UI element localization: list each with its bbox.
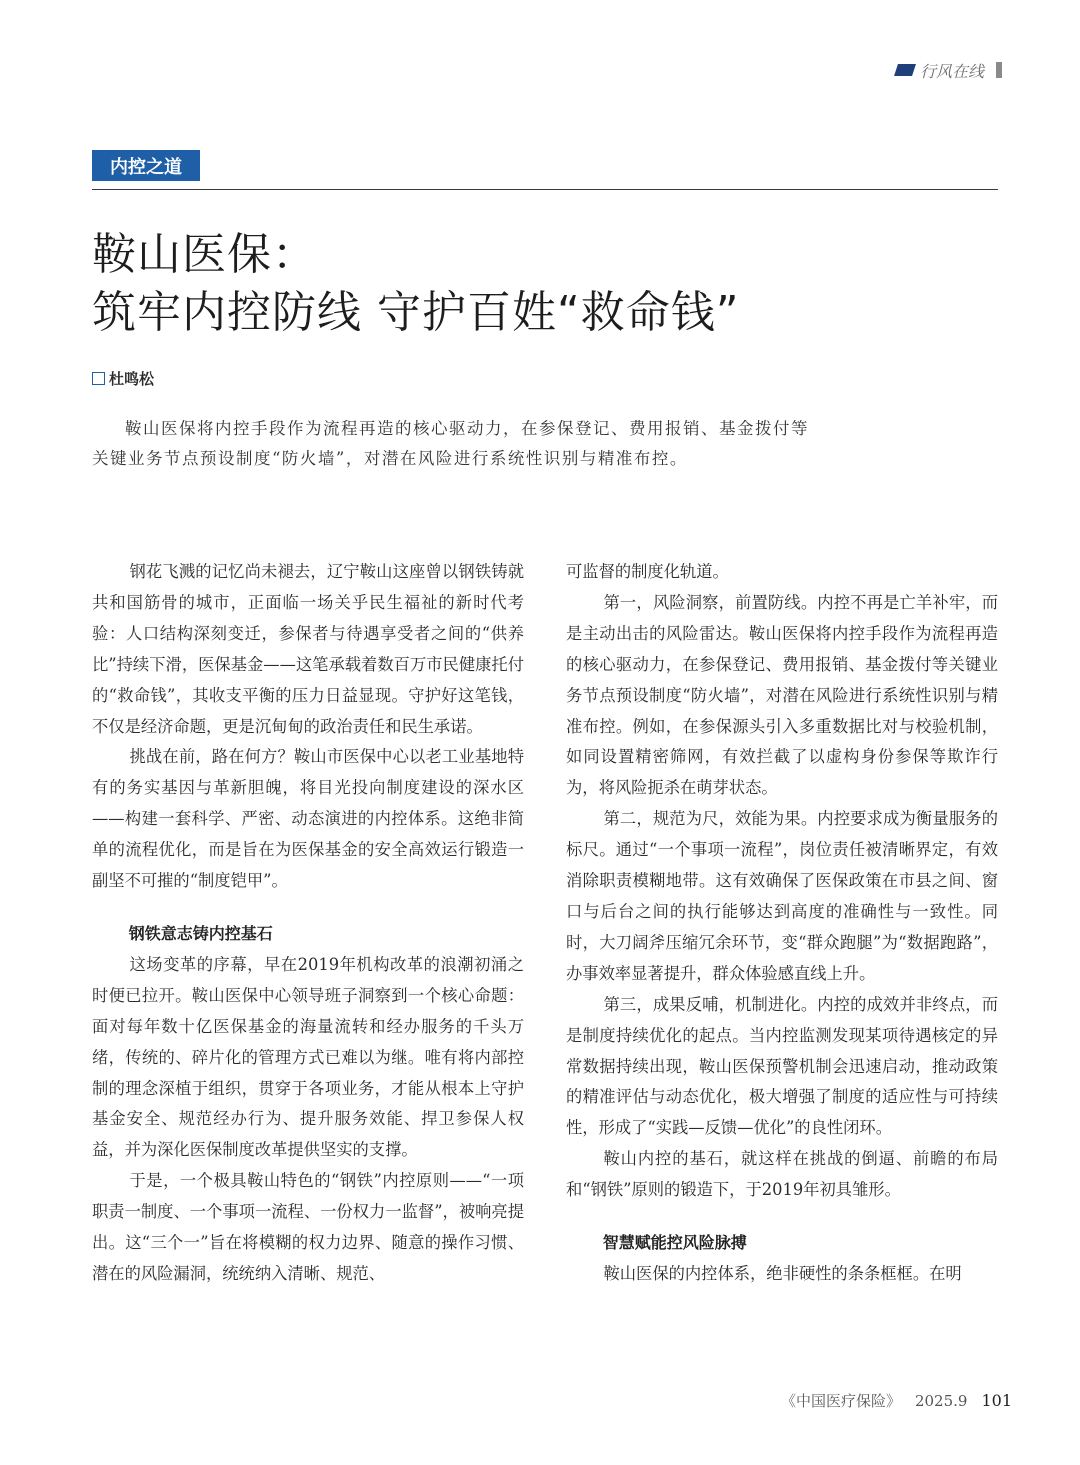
section-divider xyxy=(92,189,998,190)
paragraph: 钢花飞溅的记忆尚未褪去，辽宁鞍山这座曾以钢铁铸就共和国筋骨的城市，正面临一场关乎民生福祉的新时代考验：人口结构深刻变迁，参保者与待遇享受者之间的“供养比”持续下滑，医保基金——这笔承载着数百万市民健康托付的“救命钱”，其收支平衡的压力日益显现。守护好这笔钱，不仅是经济命题，更是沉甸甸的政治责任和民生承诺。 xyxy=(92,562,524,736)
title-line-1: 鞍山医保： xyxy=(92,229,317,280)
paragraph: 第三，成果反哺，机制进化。内控的成效并非终点，而是制度持续优化的起点。当内控监测发现某项待遇核定的异常数据持续出现，鞍山医保预警机制会迅速启动，推动政策的精准评估与动态优化，极大增强了制度的适应性与可持续性，形成了“实践—反馈—优化”的良性闭环。 xyxy=(566,994,998,1138)
issue-number: 2025.9 xyxy=(914,1392,968,1410)
paragraph: 于是，一个极具鞍山特色的“钢铁”内控原则——“一项职责一制度、一个事项一流程、一份权力一监督”，被响亮提出。这“三个一”旨在将模糊的权力边界、随意的操作习惯、潜在的风险漏洞，统统纳入清晰、规范、 xyxy=(92,1171,524,1283)
column-header xyxy=(896,58,1002,82)
paragraph: 第二，规范为尺，效能为果。内控要求成为衡量服务的标尺。通过“一个事项一流程”，岗位责任被清晰界定，有效消除职责模糊地带。这有效确保了医保政策在市县之间、窗口与后台之间的执行能够达到高度的准确性与一致性。同时，大刀阔斧压缩冗余环节，变“群众跑腿”为“数据跑路”，办事效率显著提升，群众体验感直线上升。 xyxy=(566,809,998,983)
page-number: 101 xyxy=(981,1391,1012,1410)
page-footer xyxy=(781,1390,1012,1411)
paragraph: 可监督的制度化轨道。 xyxy=(566,562,729,581)
abstract-line-2: 关键业务节点预设制度“防火墙”，对潜在风险进行系统性识别与精准布控。 xyxy=(92,449,688,468)
author-byline xyxy=(92,368,154,389)
section-label: 内控之道 xyxy=(92,150,200,181)
subheading: 钢铁意志铸内控基石 xyxy=(128,923,273,943)
article-title xyxy=(92,226,740,342)
abstract-line-1: 鞍山医保将内控手段作为流程再造的核心驱动力，在参保登记、费用报销、基金拨付等 xyxy=(125,419,809,438)
journal-name: 《中国医疗保险》 xyxy=(780,1392,901,1410)
paragraph: 鞍山内控的基石，就这样在挑战的倒逼、前瞻的布局和“钢铁”原则的锻造下，于2019年初具雏形。 xyxy=(566,1149,998,1200)
column-name: 行风在线 xyxy=(919,61,984,81)
paragraph: 挑战在前，路在何方？鞍山市医保中心以老工业基地特有的务实基因与革新胆魄，将目光投向制度建设的深水区——构建一套科学、严密、动态演进的内控体系。这绝非简单的流程优化，而是旨在为医保基金的安全高效运行锻造一副坚不可摧的“制度铠甲”。 xyxy=(92,747,524,891)
subheading: 智慧赋能控风险脉搏 xyxy=(602,1233,747,1253)
header-mark-icon xyxy=(894,64,916,76)
left-column xyxy=(92,557,524,1290)
paragraph: 这场变革的序幕，早在2019年机构改革的浪潮初涌之时便已拉开。鞍山医保中心领导班子洞察到一个核心命题：面对每年数十亿医保基金的海量流转和经办服务的千头万绪，传统的、碎片化的管理方式已难以为继。唯有将内部控制的理念深植于组织，贯穿于各项业务，才能从根本上守护基金安全、规范经办行为、提升服务效能、捍卫参保人权益，并为深化医保制度改革提供坚实的支撑。 xyxy=(92,954,524,1160)
right-column xyxy=(566,557,998,1290)
title-line-2: 筑牢内控防线 守护百姓“救命钱” xyxy=(92,287,740,338)
paragraph: 鞍山医保的内控体系，绝非硬性的条条框框。在明 xyxy=(603,1263,962,1283)
article-abstract xyxy=(92,414,882,474)
header-bar-icon xyxy=(996,62,1002,78)
paragraph: 第一，风险洞察，前置防线。内控不再是亡羊补牢，而是主动出击的风险雷达。鞍山医保将内控手段作为流程再造的核心驱动力，在参保登记、费用报销、基金拨付等关键业务节点预设制度“防火墙”，对潜在风险进行系统性识别与精准布控。例如，在参保源头引入多重数据比对与校验机制，如同设置精密筛网，有效拦截了以虚构身份参保等欺诈行为，将风险扼杀在萌芽状态。 xyxy=(566,592,998,798)
author-name: 杜鸣松 xyxy=(109,370,155,388)
byline-box-icon xyxy=(92,372,105,385)
